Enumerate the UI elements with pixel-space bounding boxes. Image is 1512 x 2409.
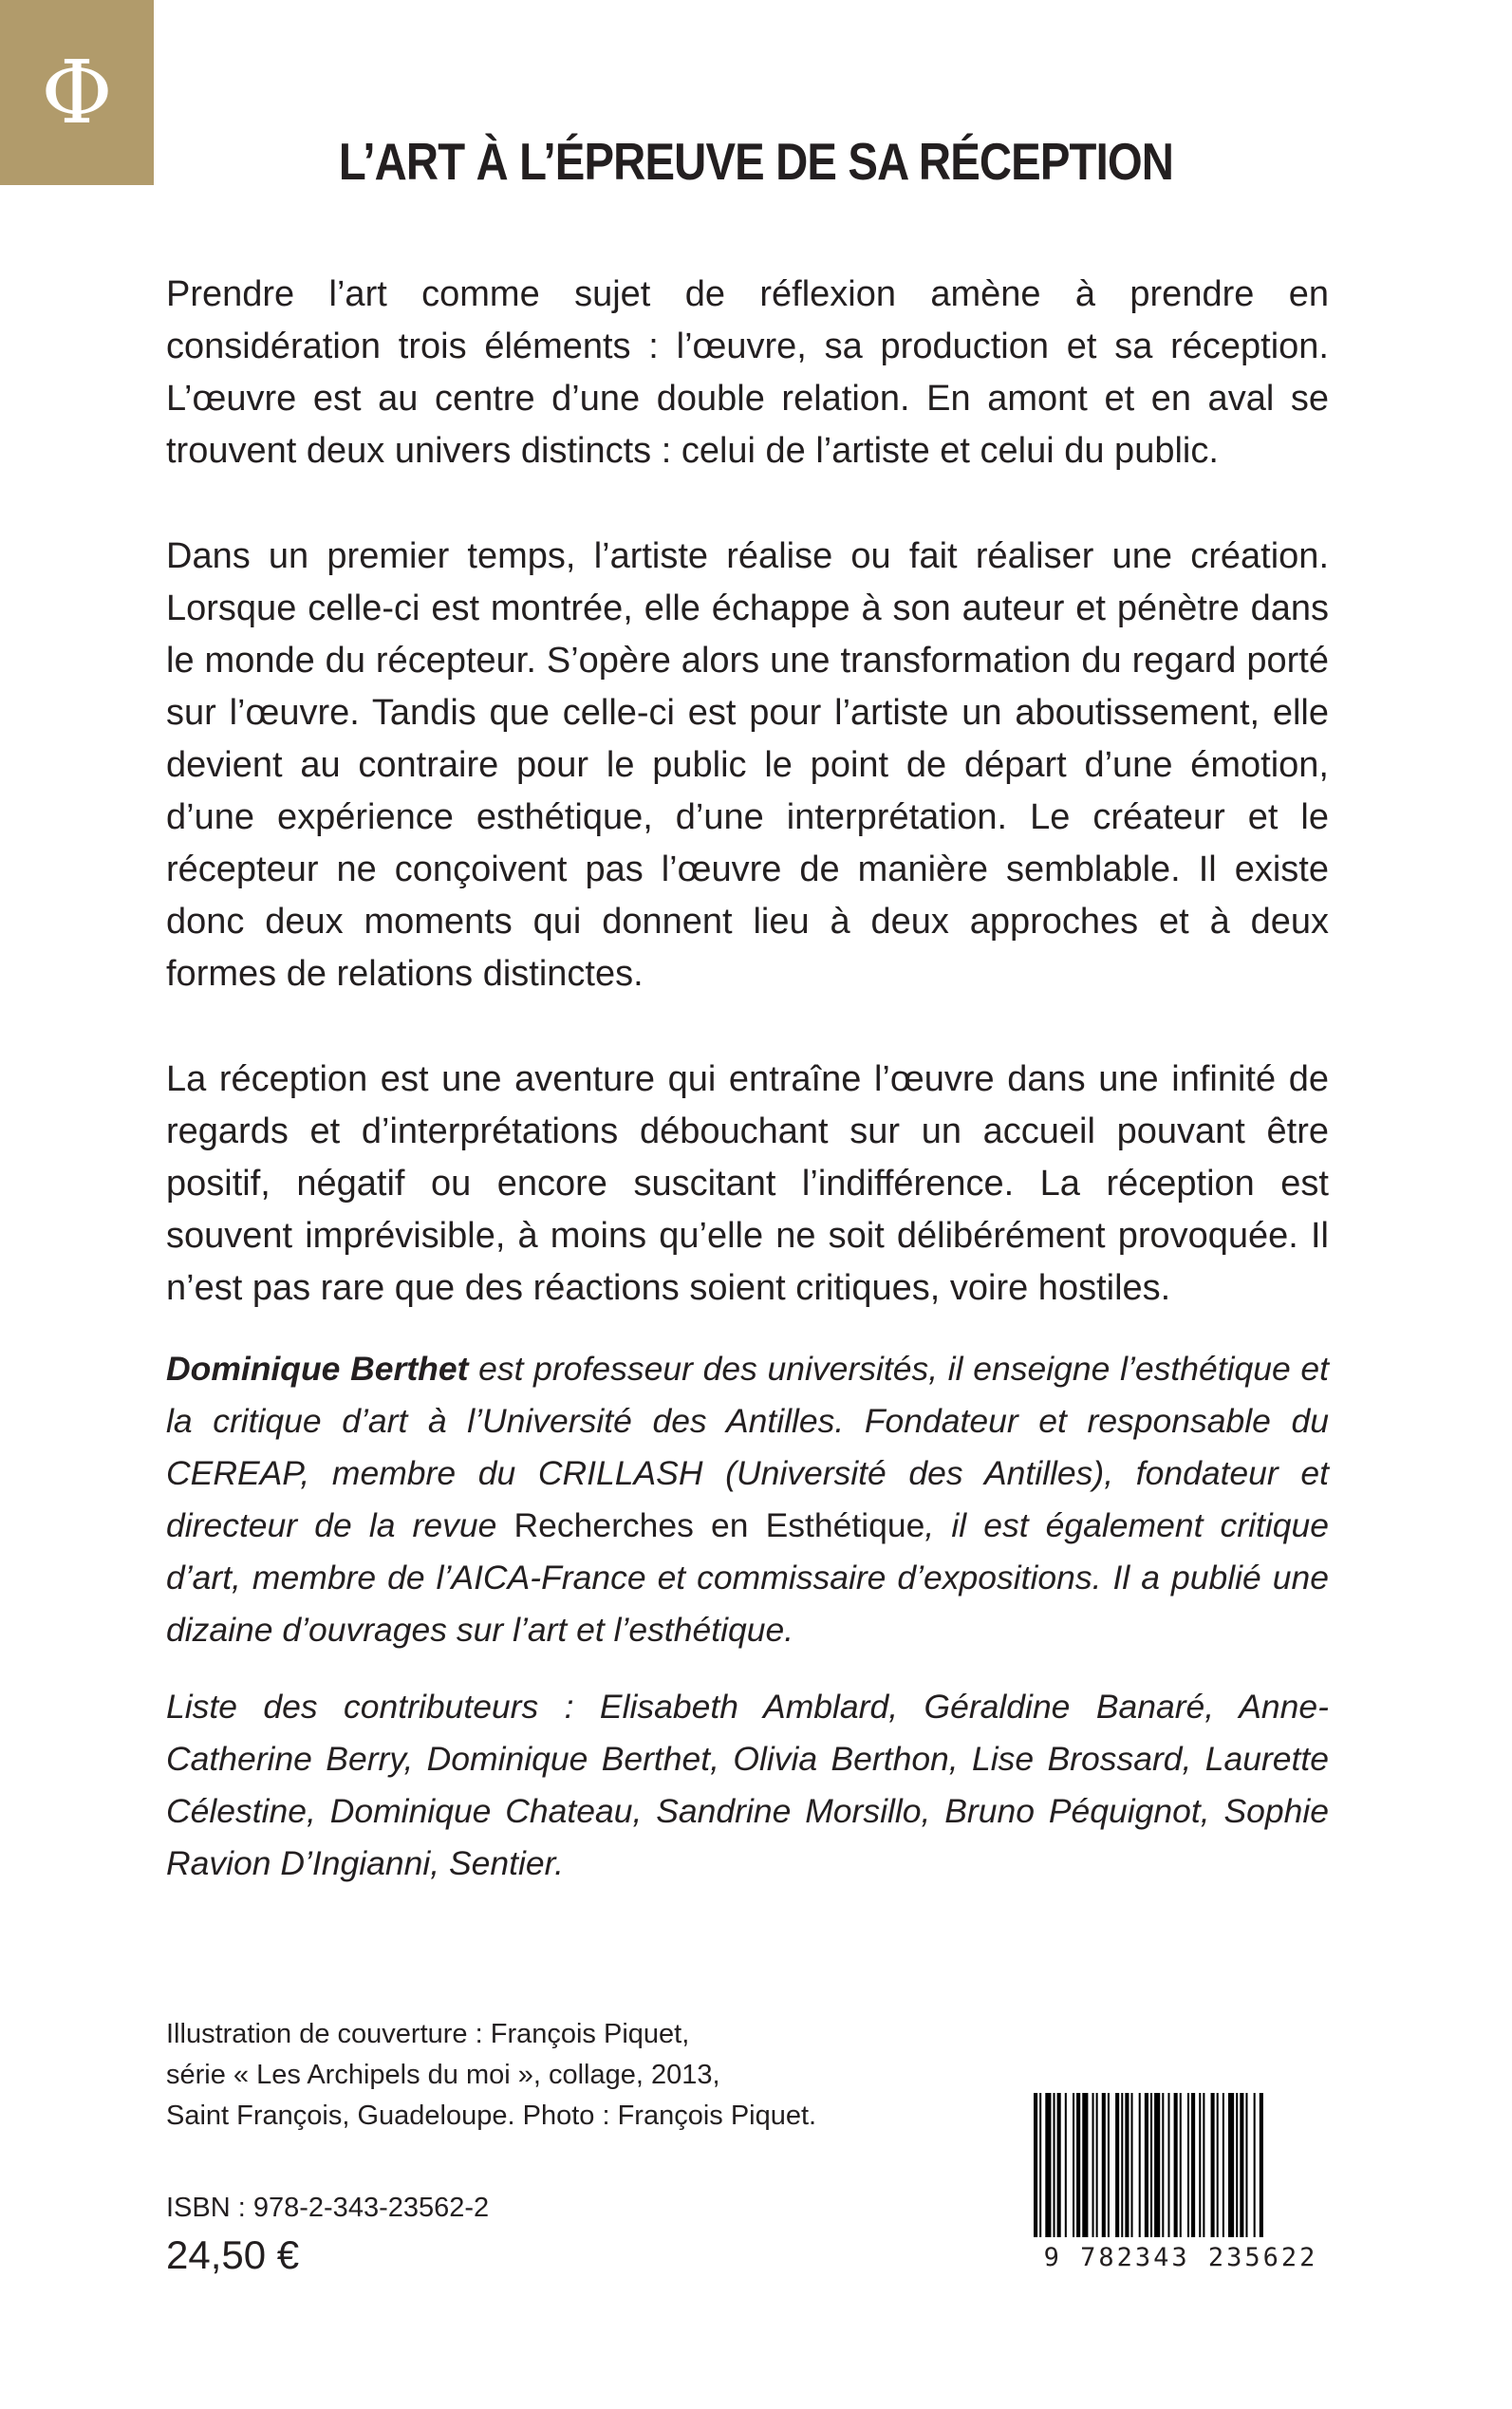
- contributors-list: Liste des contributeurs : Elisabeth Amblard, Géraldine Banaré, Anne-Catherine Berry, Dominique Berthet, Olivia Berthon, Lise Brossard, Laurette Célestine, Dominique Chateau, Sandrine Morsillo, Bruno Péquignot, Sophie Ravion D’Ingianni, Sentier.: [166, 1688, 1329, 1882]
- barcode: [1030, 2093, 1332, 2272]
- author-bio: [166, 1343, 1329, 1656]
- author-name: Dominique Berthet: [166, 1350, 469, 1388]
- barcode-digits: 9 782343 235622: [1043, 2243, 1318, 2272]
- credit-line-1: Illustration de couverture : François Piquet,: [166, 2019, 690, 2049]
- credit-line-3: Saint François, Guadeloupe. Photo : François Piquet.: [166, 2101, 817, 2131]
- barcode-icon: [1030, 2093, 1332, 2245]
- author-bio-part-1: est professeur des universités, il enseigne l’esthétique et la critique d’art à l’Université des Antilles. Fondateur et responsable du CEREAP, membre du CRILLASH (Université des Antilles), fondateur et directeur de la revue: [166, 1350, 1329, 1544]
- author-bio-part-2: , il est également critique d’art, membre de l’AICA-France et commissaire d’expositions. Il a publié une dizaine d’ouvrages sur l’art et l’esthétique.: [166, 1506, 1329, 1649]
- blurb-paragraph-1: Prendre l’art comme sujet de réflexion amène à prendre en considération trois éléments : l’œuvre, sa production et sa réception. L’œuvre est au centre d’une double relation. En amont et en aval se trouvent deux univers distincts : celui de l’artiste et celui du public.: [166, 274, 1329, 471]
- isbn: ISBN : 978-2-343-23562-2: [166, 2193, 490, 2223]
- author-bio-text: [166, 1343, 1329, 1656]
- credit-line-2: série « Les Archipels du moi », collage, 2013,: [166, 2060, 720, 2090]
- blurb-paragraph-2: Dans un premier temps, l’artiste réalise ou fait réaliser une création. Lorsque celle-ci est montrée, elle échappe à son auteur et pénètre dans le monde du récepteur. S’opère alors une transformation du regard porté sur l’œuvre. Tandis que celle-ci est pour l’artiste un aboutissement, elle devient au contraire pour le public le point de départ d’une émotion, d’une expérience esthétique, d’une interprétation. Le créateur et le récepteur ne conçoivent pas l’œuvre de manière semblable. Il existe donc deux moments qui donnent lieu à deux approches et à deux formes de relations distinctes.: [166, 536, 1329, 994]
- blurb-paragraph-3: La réception est une aventure qui entraîne l’œuvre dans une infinité de regards et d’interprétations débouchant sur un accueil pouvant être positif, négatif ou encore suscitant l’indifférence. La réception est souvent imprévisible, à moins qu’elle ne soit délibérément provoquée. Il n’est pas rare que des réactions soient critiques, voire hostiles.: [166, 1059, 1329, 1308]
- journal-name: Recherches en Esthétique: [513, 1506, 925, 1544]
- book-title: L’ART À L’ÉPREUVE DE SA RÉCEPTION: [338, 132, 1174, 191]
- price: 24,50 €: [166, 2232, 300, 2277]
- blurb: [166, 269, 1329, 1368]
- phi-logo-icon: Φ: [41, 41, 113, 143]
- cover-credits: [166, 2014, 816, 2137]
